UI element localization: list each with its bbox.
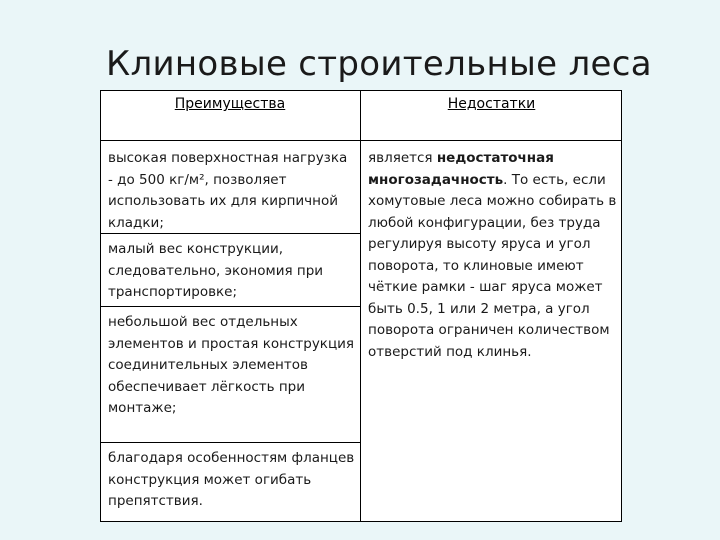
disadvantage-bold: недостаточная многозадачность xyxy=(368,150,554,188)
table-border-bottom xyxy=(100,521,622,522)
header-disadvantages: Недостатки xyxy=(447,96,536,112)
advantage-item: небольшой вес отдельных элементов и простая конструкция соединительных элементов обеспечивает лёгкость при монтаже; xyxy=(108,314,355,416)
advantage-item: высокая поверхностная нагрузка - до 500 кг/м², позволяет использовать их для кирпичной кладки; xyxy=(108,150,348,231)
advantage-item: благодаря особенностям фланцев конструкция может огибать препятствия. xyxy=(108,450,355,509)
header-divider xyxy=(100,140,622,141)
disadvantage-text xyxy=(368,148,618,363)
advantage-item: малый вес конструкции, следовательно, экономия при транспортировке; xyxy=(108,241,324,300)
comparison-table xyxy=(100,90,622,522)
row-divider-2 xyxy=(100,306,360,307)
disadvantage-prefix: является xyxy=(368,150,437,166)
slide-title: Клиновые строительные леса xyxy=(106,44,652,84)
header-advantages: Преимущества xyxy=(174,96,286,112)
column-divider xyxy=(360,90,361,522)
table-border-right xyxy=(621,90,622,522)
row-divider-3 xyxy=(100,442,360,443)
table-border-top xyxy=(100,90,622,91)
disadvantage-suffix: . То есть, если хомутовые леса можно собирать в любой конфигурации, без труда регулируя высоту яруса и угол поворота, то клиновые имеют чёткие рамки - шаг яруса может быть 0.5, 1 или 2 метра, а угол поворота ограничен количеством отверстий под клинья. xyxy=(368,171,617,360)
